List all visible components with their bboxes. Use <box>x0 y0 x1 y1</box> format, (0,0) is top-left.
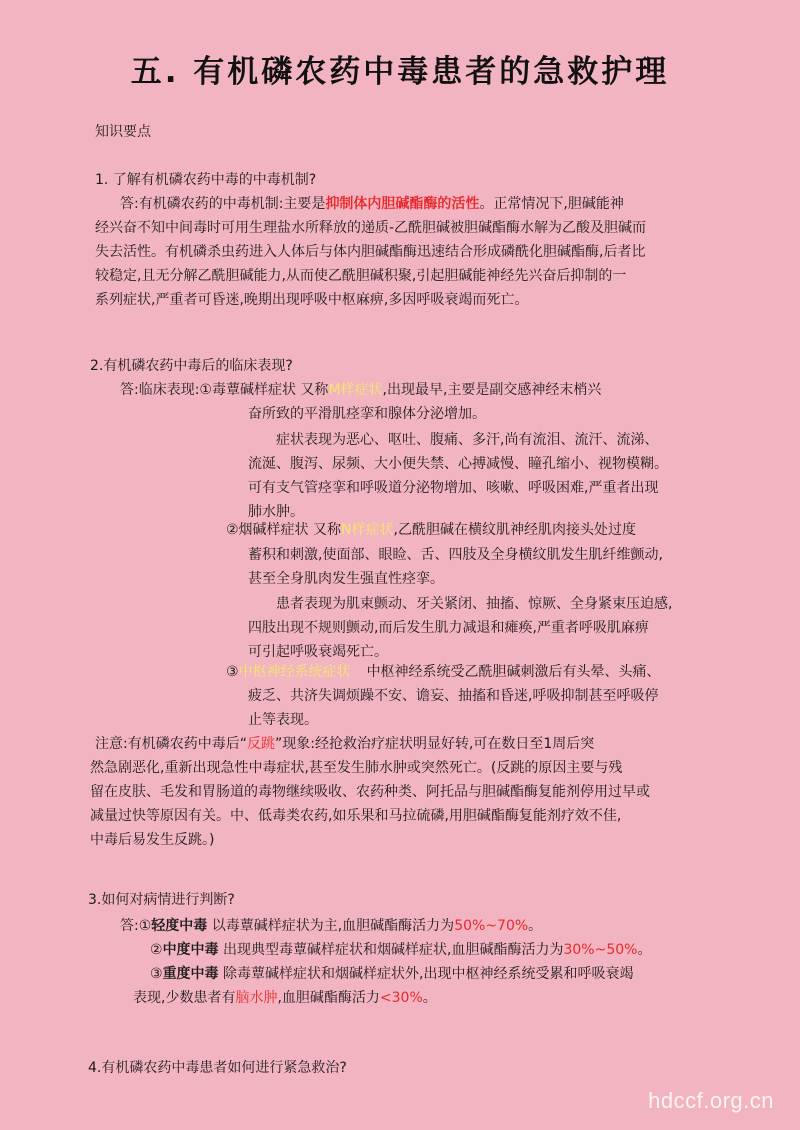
note-line-5: 中毒后易发生反跳。) <box>90 832 215 848</box>
row-end: 。 <box>528 918 543 934</box>
severe-poisoning-row-2 <box>133 986 437 1010</box>
q2-a2-text: ②烟碱样症状 又称 <box>226 522 342 538</box>
q1-answer-line-4: 较稳定,且无分解乙酰胆碱能力,从而使乙酰胆碱积聚,引起胆碱能神经先兴奋后抑制的一 <box>95 268 627 284</box>
moderate-label: 中度中毒 <box>162 942 219 958</box>
page-title: 五. 有机磷农药中毒患者的急救护理 <box>130 54 670 90</box>
moderate-range: 30%~50% <box>563 942 638 958</box>
q2-a1-text: ,出现最早,主要是副交感神经末梢兴 <box>382 382 602 398</box>
q2-a2-line-6: 可引起呼吸衰竭死亡。 <box>248 644 388 660</box>
row-text: 以毒蕈碱样症状为主,血胆碱酯酶活力为 <box>207 918 455 934</box>
q2-a2-line-4: 患者表现为肌束颤动、牙关紧闭、抽搐、惊厥、全身紧束压迫感, <box>276 596 673 612</box>
note-text: 注意:有机磷农药中毒后“ <box>95 736 247 752</box>
row-prefix: ③ <box>150 966 163 982</box>
question-3: 3.如何对病情进行判断? <box>88 892 235 908</box>
m-symptom-highlight: M样症状 <box>328 382 383 398</box>
question-1: 1. 了解有机磷农药中毒的中毒机制? <box>95 172 317 188</box>
q2-a2-line-1 <box>226 518 636 542</box>
q2-a3-line-3: 止等表现。 <box>248 712 318 728</box>
q2-a2-line-5: 四肢出现不规则颤动,而后发生肌力减退和瘫痪,严重者呼吸肌麻痹 <box>248 620 649 636</box>
q2-a2-text: ,乙酰胆碱在横纹肌神经肌肉接头处过度 <box>393 522 636 538</box>
mild-range: 50%~70% <box>454 918 529 934</box>
severe-poisoning-row <box>150 962 633 986</box>
note-text: ”现象:经抢救治疗症状明显好转,可在数日至1周后突 <box>274 736 595 752</box>
n-symptom-highlight: N样症状 <box>341 522 394 538</box>
rebound-highlight: 反跳 <box>246 736 275 752</box>
row-prefix: ② <box>150 942 163 958</box>
q2-a2-line-2: 蓄积和刺激,使面部、眼睑、舌、四肢及全身横纹肌发生肌纤维颤动, <box>248 547 663 563</box>
q1-answer-line-5: 系列症状,严重者可昏迷,晚期出现呼吸中枢麻痹,多因呼吸衰竭而死亡。 <box>95 292 529 308</box>
note-line-3: 留在皮肤、毛发和胃肠道的毒物继续吸收、农药种类、阿托品与胆碱酯酶复能剂停用过早或 <box>90 784 650 800</box>
row-text: ,血胆碱酯酶活力 <box>277 990 380 1006</box>
q1-answer-line-2: 经兴奋不知中间毒时可用生理盐水所释放的递质-乙酰胆碱被胆碱酯酶水解为乙酸及胆碱而 <box>95 220 647 236</box>
q2-a1-line-1 <box>120 378 601 402</box>
question-4: 4.有机磷农药中毒患者如何进行紧急救治? <box>88 1060 347 1076</box>
row-text: 除毒蕈碱样症状和烟碱样症状外,出现中枢神经系统受累和呼吸衰竭 <box>218 966 634 982</box>
section-heading: 知识要点 <box>95 124 151 140</box>
moderate-poisoning-row <box>150 938 651 962</box>
q2-a1-line-5: 可有支气管痉挛和呼吸道分泌物增加、咳嗽、呼吸困难,严重者出现 <box>248 480 659 496</box>
q2-a1-text: 答:临床表现:①毒蕈碱样症状 又称 <box>120 382 329 398</box>
severe-label: 重度中毒 <box>162 966 219 982</box>
cns-symptom-highlight: 中枢神经系统症状 <box>238 664 351 680</box>
row-text: 表现,少数患者有 <box>133 990 236 1006</box>
q2-a1-line-4: 流涎、腹泻、尿频、大小便失禁、心搏减慢、瞳孔缩小、视物模糊。 <box>248 456 668 472</box>
q2-a3-text: 中枢神经系统受乙酰胆碱刺激后有头晕、头痛、 <box>366 664 661 680</box>
row-text: 出现典型毒蕈碱样症状和烟碱样症状,血胆碱酯酶活力为 <box>218 942 564 958</box>
note-line-1 <box>95 732 594 756</box>
note-line-2: 然急剧恶化,重新出现急性中毒症状,甚至发生肺水肿或突然死亡。(反跳的原因主要与残 <box>90 760 623 776</box>
watermark: hdccf.org.cn <box>648 1088 774 1113</box>
row-end: 。 <box>637 942 652 958</box>
note-line-4: 减量过快等原因有关。中、低毒类农药,如乐果和马拉硫磷,用胆碱酯酶复能剂疗效不佳, <box>90 808 622 824</box>
q2-a1-line-3: 症状表现为恶心、呕吐、腹痛、多汗,尚有流泪、流汗、流涕、 <box>276 432 659 448</box>
question-2: 2.有机磷农药中毒后的临床表现? <box>90 358 293 374</box>
severe-range: <30% <box>379 990 423 1006</box>
mild-label: 轻度中毒 <box>151 918 208 934</box>
q2-a1-line-2: 奋所致的平滑肌痉挛和腺体分泌增加。 <box>248 406 486 422</box>
q2-a3-number: ③ <box>226 664 239 680</box>
brain-edema-highlight: 脑水肿 <box>235 990 278 1006</box>
q2-a3-line-1 <box>226 660 661 684</box>
q1-answer-line-1 <box>120 192 624 216</box>
q1-answer-text: 答:有机磷农药的中毒机制:主要是 <box>120 196 326 212</box>
row-end: 。 <box>422 990 437 1006</box>
q2-a2-line-3: 甚至全身肌肉发生强直性痉挛。 <box>248 571 444 587</box>
q1-answer-line-3: 失去活性。有机磷杀虫药进入人体后与体内胆碱酯酶迅速结合形成磷酰化胆碱酯酶,后者比 <box>95 244 646 260</box>
q2-a1-line-6: 肺水肿。 <box>248 504 304 520</box>
q1-answer-text: 。正常情况下,胆碱能神 <box>479 196 624 212</box>
row-prefix: 答:① <box>120 918 152 934</box>
mild-poisoning-row <box>120 914 542 938</box>
q2-a3-line-2: 疲乏、共济失调烦躁不安、谵妄、抽搐和昏迷,呼吸抑制甚至呼吸停 <box>248 688 659 704</box>
q1-highlight: 抑制体内胆碱酯酶的活性 <box>325 196 480 212</box>
